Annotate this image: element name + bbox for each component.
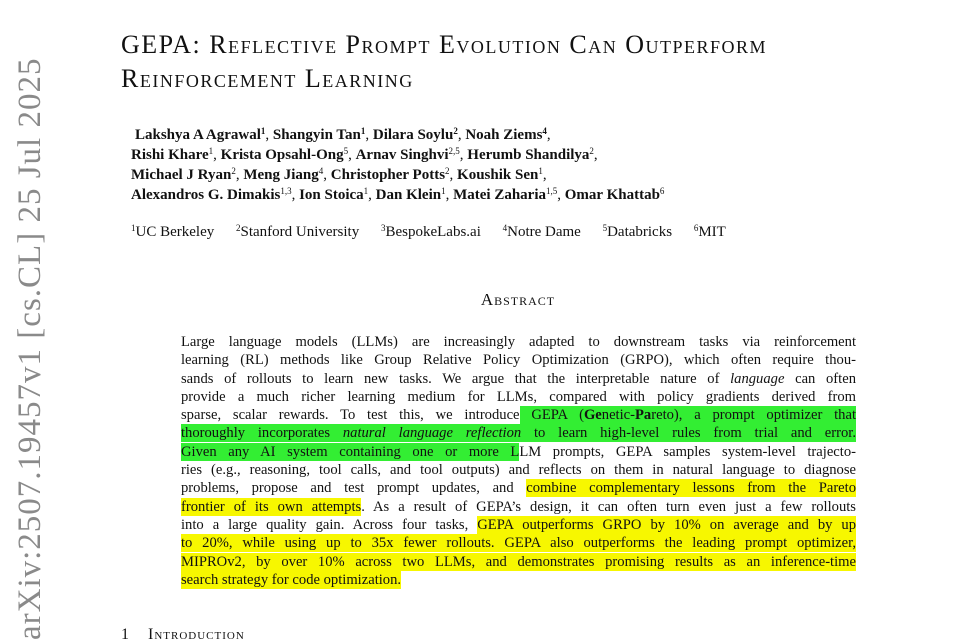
author-name: Dan Klein xyxy=(375,187,442,203)
yellow-highlight: to 20%, while using up to 35x fewer rollouts. GEPA also outperforms the leading prompt optimizer, xyxy=(181,535,856,552)
green-highlight: Given any AI system containing one or more L xyxy=(181,443,520,460)
yellow-highlight: combine complementary lessons from the Pareto xyxy=(526,480,857,497)
affiliation: $^6$MIT xyxy=(693,223,726,240)
abstract-line: into a large quality gain. Across four tasks, GEPA outperforms GRPO by 10% on average and by up xyxy=(181,516,857,533)
author-name: Herumb Shandilya xyxy=(467,147,590,163)
abstract-line: frontier of its own attempts. As a result of GEPA’s design, it can often turn even just a few rollouts xyxy=(181,498,856,515)
abstract-line: provide a much richer learning medium for LLMs, compared with policy gradients derived from xyxy=(181,388,856,405)
author-name: Omar Khattab xyxy=(564,187,660,203)
author-name: Arnav Singhvi xyxy=(355,147,449,163)
section-heading xyxy=(121,626,245,644)
author-name: Meng Jiang xyxy=(243,167,319,183)
author-name: Shangyin Tan$^1$ xyxy=(272,126,366,143)
affiliation: $^3$BespokeLabs.ai xyxy=(380,223,481,240)
abstract-line: problems, propose and test prompt updates, and combine complementary lessons from the Pareto xyxy=(181,480,857,497)
author-name: Matei Zaharia xyxy=(453,187,547,203)
author-name: Koushik Sen xyxy=(457,167,539,183)
abstract-line xyxy=(181,571,856,589)
green-highlight: thoroughly incorporates natural language reflection to learn high-level rules from trial and error. xyxy=(181,425,856,442)
abstract-line: Given any AI system containing one or more LLM prompts, GEPA samples system-level trajecto- xyxy=(181,443,856,460)
yellow-highlight: GEPA outperforms GRPO by 10% on average and by up xyxy=(477,516,857,533)
author-list xyxy=(131,125,891,205)
author-name: Alexandros G. Dimakis xyxy=(131,187,281,203)
green-highlight: GEPA (Genetic-Pareto), a prompt optimizer that xyxy=(519,407,857,424)
abstract-line xyxy=(181,553,856,571)
abstract-heading: Abstract xyxy=(480,290,556,309)
abstract-line: sands of rollouts to learn new tasks. We argue that the interpretable nature of language can often xyxy=(181,370,856,387)
author-name: Noah Ziems$^4$ xyxy=(465,126,547,143)
abstract-line: Large language models (LLMs) are increasingly adapted to downstream tasks via reinforcement xyxy=(181,334,856,350)
section-number: 1 xyxy=(121,626,130,643)
affiliation: $^5$Databricks xyxy=(602,223,673,240)
abstract-body xyxy=(181,333,856,589)
affiliation: $^1$UC Berkeley xyxy=(131,223,215,240)
yellow-highlight: MIPROv2, by over 10% across two LLMs, and demonstrates promising results as an inference-time xyxy=(181,553,856,570)
author-name: Ion Stoica xyxy=(299,187,364,203)
yellow-highlight: search strategy for code optimization. xyxy=(181,571,402,588)
title-line-1: GEPA: Reflective Prompt Evolution Can Outperform xyxy=(121,30,768,59)
affiliation: $^2$Stanford University xyxy=(235,223,360,240)
author-name: Dilara Soylu$^2$ xyxy=(372,126,458,143)
author-name: Lakshya A Agrawal$^1$ xyxy=(135,126,266,143)
author-name: Rishi Khare xyxy=(131,147,209,163)
arxiv-stamp: arXiv:2507.19457v1 [cs.CL] 25 Jul 2025 xyxy=(12,57,48,640)
paper-title xyxy=(121,28,941,96)
abstract-line: ries (e.g., reasoning, tool calls, and tool outputs) and reflects on them in natural language to diagnose xyxy=(181,462,856,479)
author-line: Lakshya A Agrawal$^1$, Shangyin Tan$^1$, Dilara Soylu$^2$, Noah Ziems$^4$, xyxy=(135,126,551,143)
affiliation-list xyxy=(131,222,744,242)
title-line-2: Reinforcement Learning xyxy=(121,64,414,93)
author-name: Christopher Potts xyxy=(330,167,446,183)
abstract-line: learning (RL) methods like Group Relative Policy Optimization (GRPO), which often require thou- xyxy=(181,352,856,369)
affiliation: $^4$Notre Dame xyxy=(502,223,581,240)
abstract-line xyxy=(181,424,856,442)
yellow-highlight: frontier of its own attempts xyxy=(181,498,362,515)
abstract-line: sparse, scalar rewards. To test this, we introduce GEPA (Genetic-Pareto), a prompt optimizer that xyxy=(181,407,857,424)
section-title: Introduction xyxy=(148,626,245,643)
author-name: Michael J Ryan xyxy=(131,167,232,183)
abstract-line xyxy=(181,534,856,552)
author-line: Michael J Ryan$^2$, Meng Jiang$^4$, Christopher Potts$^2$, Koushik Sen$^1$, xyxy=(131,166,547,183)
author-line: Alexandros G. Dimakis$^{1,3}$, Ion Stoica$^1$, Dan Klein$^1$, Matei Zaharia$^{1,5}$, Omar Khattab$^6$ xyxy=(131,186,665,203)
author-name: Krista Opsahl-Ong xyxy=(220,147,344,163)
author-line: Rishi Khare$^1$, Krista Opsahl-Ong$^5$, Arnav Singhvi$^{2,5}$, Herumb Shandilya$^2$, xyxy=(131,146,598,163)
